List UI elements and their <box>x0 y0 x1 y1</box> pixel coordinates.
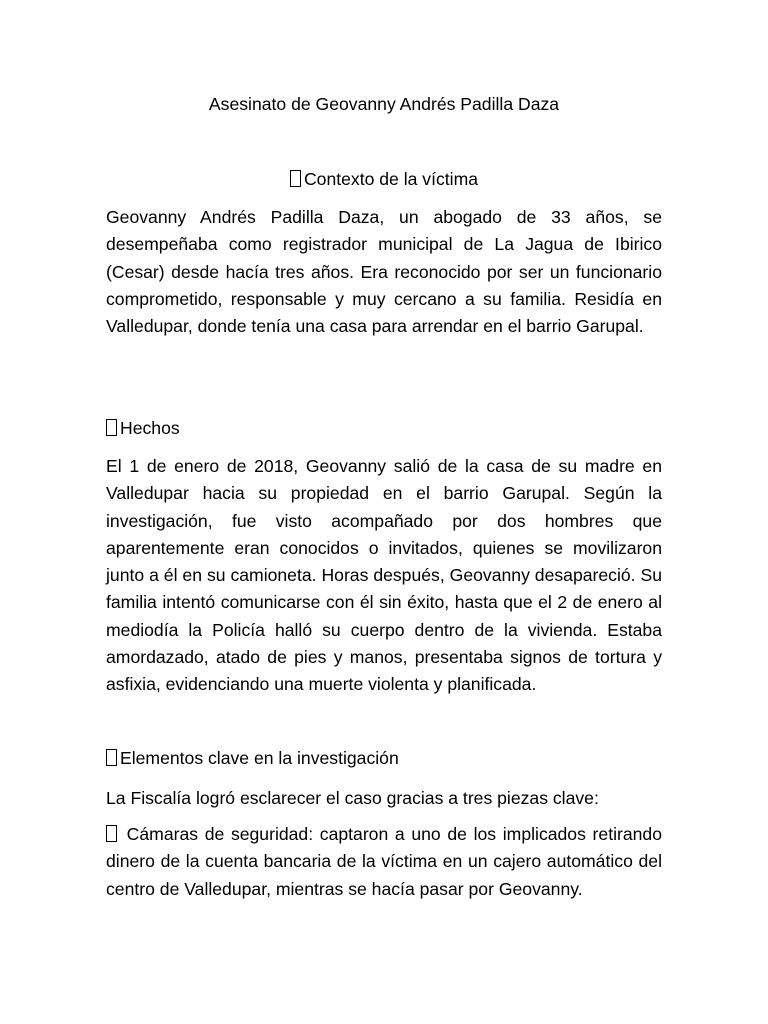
section-heading-label: Elementos clave en la investigación <box>120 748 399 768</box>
paragraph-camaras-text: Cámaras de seguridad: captaron a uno de los implicados retirando dinero de la cuenta bancaria de la víctima en un cajero automático del centro de Valledupar, mientras se hacía pasar por Geovanny. <box>106 824 662 899</box>
section-heading-label: Hechos <box>120 418 180 438</box>
section-heading-hechos <box>106 415 662 442</box>
paragraph-camaras <box>106 821 662 903</box>
missing-glyph-icon <box>290 170 301 187</box>
missing-glyph-icon <box>106 749 117 766</box>
missing-glyph-icon <box>106 825 117 842</box>
document-title: Asesinato de Geovanny Andrés Padilla Daza <box>208 94 560 114</box>
section-heading-label: Contexto de la víctima <box>303 169 479 189</box>
paragraph-fiscalia: La Fiscalía logró esclarecer el caso gracias a tres piezas clave: <box>106 788 599 808</box>
paragraph-hechos: El 1 de enero de 2018, Geovanny salió de la casa de su madre en Valledupar hacia su propiedad en el barrio Garupal. Según la investigación, fue visto acompañado por dos hombres que aparentemente eran conocidos o invitados, quienes se movilizaron junto a él en su camioneta. Horas después, Geovanny desapareció. Su familia intentó comunicarse con él sin éxito, hasta que el 2 de enero al mediodía la Policía halló su cuerpo dentro de la vivienda. Estaba amordazado, atado de pies y manos, presentaba signos de tortura y asfixia, evidenciando una muerte violenta y planificada. <box>106 456 662 695</box>
section-heading-contexto <box>106 166 662 193</box>
missing-glyph-icon <box>106 419 117 436</box>
section-heading-elementos <box>106 745 662 772</box>
paragraph-contexto: Geovanny Andrés Padilla Daza, un abogado de 33 años, se desempeñaba como registrador municipal de La Jagua de Ibirico (Cesar) desde hacía tres años. Era reconocido por ser un funcionario comprometido, responsable y muy cercano a su familia. Residía en Valledupar, donde tenía una casa para arrendar en el barrio Garupal. <box>106 207 662 337</box>
